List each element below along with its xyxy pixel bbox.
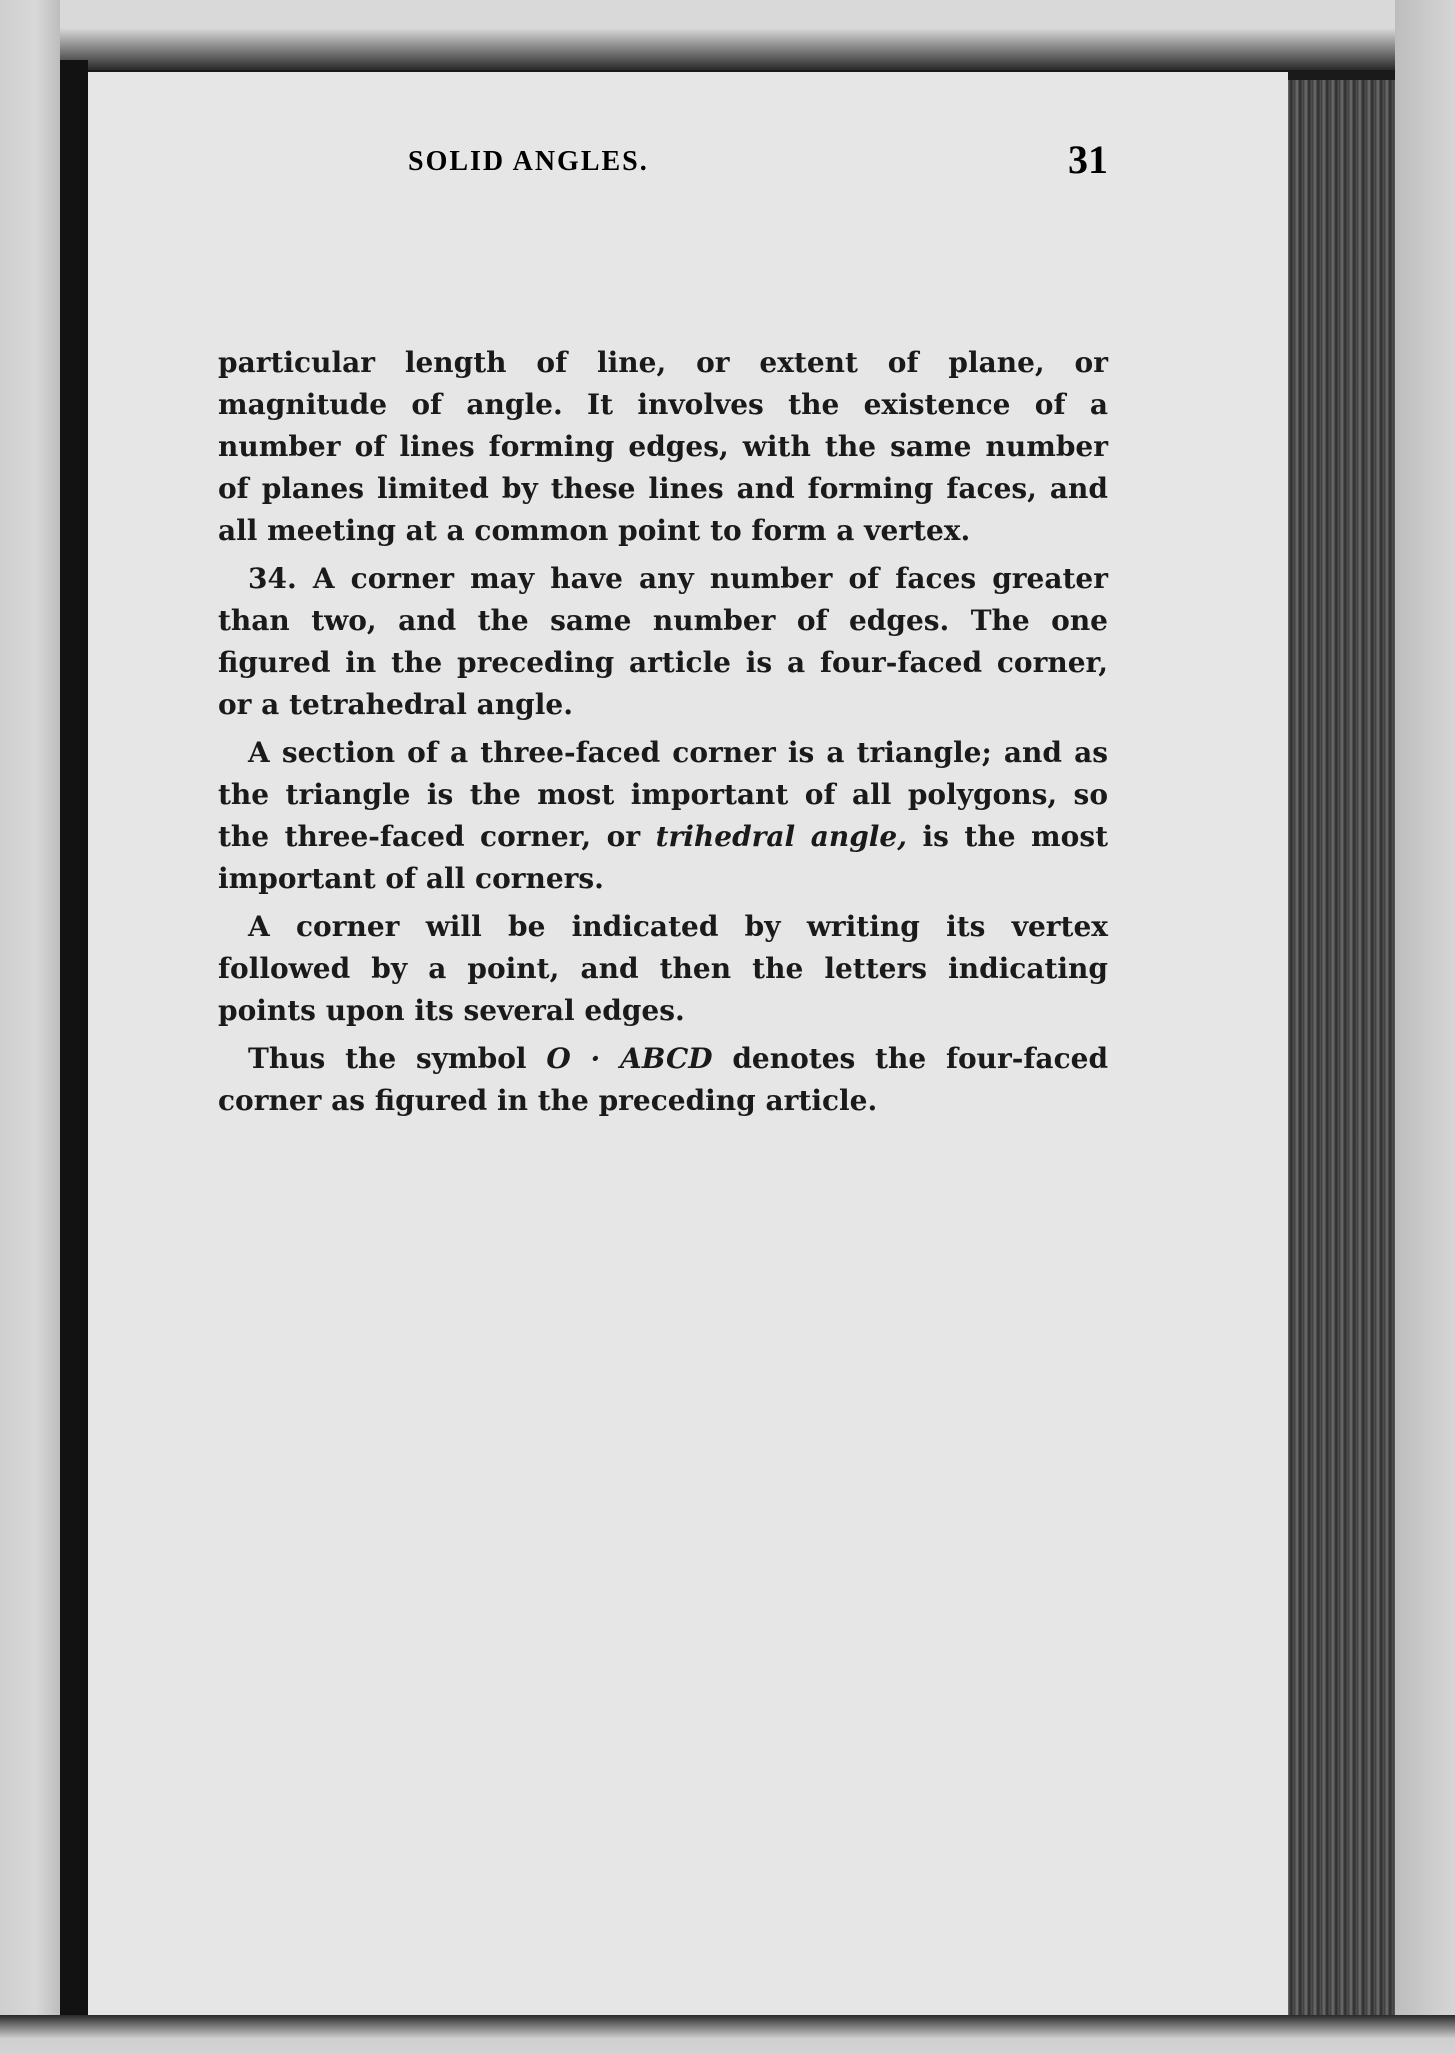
paragraph	[218, 342, 1108, 552]
symbol-notation: O · ABCD	[546, 1042, 713, 1075]
paragraph-text: A section of a three-faced corner is a triangle; and as the triangle is the most important of all polygons, so the three-faced corner, or	[218, 736, 1108, 853]
page-body	[218, 342, 1108, 1128]
paragraph-text: Thus the symbol	[248, 1042, 527, 1075]
paragraph-text: A corner will be indicated by writing its vertex followed by a point, and then the letters indicating points upon its several edges.	[218, 910, 1108, 1027]
paragraph-text: A corner may have any number of faces greater than two, and the same number of edges. The one figured in the preceding article is a four-faced corner, or a tetrahedral angle.	[218, 562, 1108, 721]
paragraph	[218, 906, 1108, 1032]
emphasis-term: trihedral angle,	[655, 820, 907, 853]
article-number: 34.	[248, 562, 297, 595]
page-number: 31	[1068, 137, 1108, 182]
book-page	[88, 72, 1288, 2017]
book-page-edges	[1285, 80, 1395, 2040]
paragraph	[218, 1038, 1108, 1122]
scan-left-margin	[0, 0, 60, 2054]
scan-top-strip	[0, 0, 1455, 70]
scan-bottom-strip	[0, 2015, 1455, 2054]
book-binding	[60, 60, 88, 2020]
paragraph	[218, 732, 1108, 900]
paragraph-text: particular length of line, or extent of plane, or magnitude of angle. It involves the existence of a number of lines forming edges, with the same number of planes limited by these lines and forming faces, and all meeting at a common point to form a vertex.	[218, 346, 1108, 547]
running-head-title: SOLID ANGLES.	[408, 146, 649, 177]
scan-right-margin	[1395, 0, 1455, 2054]
paragraph-article-34	[218, 558, 1108, 726]
paragraph-text: denotes the four-faced corner as figured in the preceding article.	[218, 1042, 1109, 1117]
paragraph-text: is the most important of all corners.	[218, 820, 1109, 895]
